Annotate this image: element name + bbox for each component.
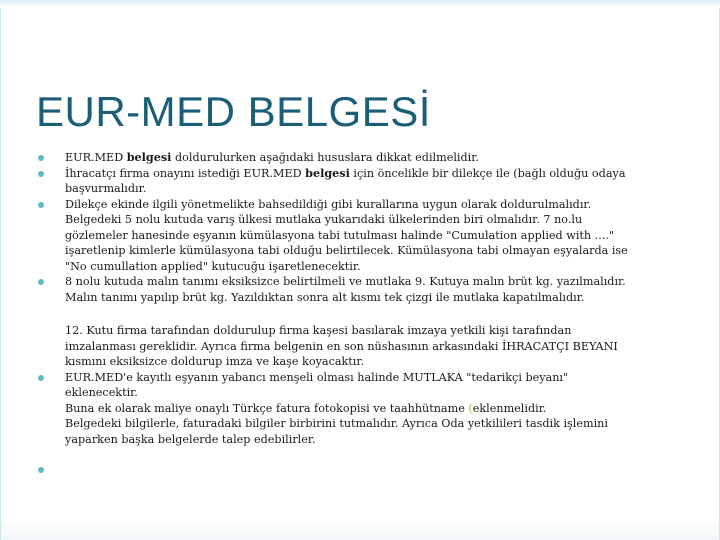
bullet-text: gözlemeler hanesinde eşyanın kümülasyona tabi tutulması halinde "Cumulation applied with ....": [65, 228, 615, 242]
bullet-icon: [38, 171, 44, 177]
bullet-icon: [38, 279, 44, 285]
bullet-item: [38, 197, 674, 275]
bullet-icon: [38, 155, 44, 161]
bullet-text: 8 nolu kutuda malın tanımı eksiksizce belirtilmeli ve mutlaka 9. Kutuya malın brüt kg. yazılmalıdır.: [65, 275, 626, 288]
bullet-item: [38, 150, 674, 166]
bullet-text: Belgedeki 5 nolu kutuda varış ülkesi mutlaka yukarıdaki ülkelerinden biri olmalıdır. 7 no.lu: [65, 213, 583, 226]
bullet-text: İhracatçı firma onayını istediği EUR.MED belgesi için öncelikle bir dilekçe ile (bağlı olduğu odaya: [65, 165, 626, 180]
top-rule: [0, 0, 720, 8]
bullet-icon: [38, 375, 44, 381]
bullet-text: Malın tanımı yapılıp brüt kg. Yazıldıktan sonra alt kısmı tek çizgi ile mutlaka kapatılmalıdır.: [65, 290, 585, 304]
bullet-text: kısmını eksiksizce doldurup imza ve kaşe koyacaktır.: [65, 355, 365, 368]
bullet-text: imzalanması gereklidir. Ayrıca firma belgenin en son nüshasının arkasındaki İHRACATÇI BEYANI: [65, 339, 618, 353]
bullet-text: yaparken başka belgelerde talep edebilirler.: [65, 432, 316, 446]
bullet-item: [38, 274, 674, 370]
bullet-item: [38, 370, 674, 448]
bullet-list: [38, 150, 674, 478]
bullet-text: "No cumullation applied" kutucuğu işaretlenecektir.: [65, 259, 361, 273]
bullet-text: 12. Kutu firma tarafından doldurulup firma kaşesi basılarak imzaya yetkili kişi tarafından: [65, 324, 572, 337]
bullet-icon: [38, 467, 44, 473]
bullet-item: [38, 166, 674, 197]
slide-title: EUR-MED BELGESİ: [36, 88, 431, 135]
bullet-text: eklenecektir.: [65, 386, 138, 399]
bullet-text: Belgedeki bilgilerle, faturadaki bilgiler birbirini tutmalıdır. Ayrıca Oda yetkilileri tasdik işlemini: [65, 417, 608, 430]
bullet-text: EUR.MED'e kayıtlı eşyanın yabancı menşeli olması halinde MUTLAKA "tedarikçi beyanı": [65, 370, 569, 384]
bullet-icon: [38, 202, 44, 208]
bullet-text: Dilekçe ekinde ilgili yönetmelikte bahsedildiği gibi kurallarına uygun olarak doldurulmalıdır.: [65, 197, 592, 211]
bullet-item-empty: [38, 462, 674, 478]
bullet-text: EUR.MED belgesi doldurulurken aşağıdaki hususlara dikkat edilmelidir.: [65, 150, 479, 164]
bullet-text: başvurmalıdır.: [65, 182, 147, 195]
bullet-text: Buna ek olarak maliye onaylı Türkçe fatura fotokopisi ve taahhütname (eklenmelidir.: [65, 401, 547, 415]
bullet-text: işaretlenip kimlerle kümülasyona tabi olduğu belirtilecek. Kümülasyona tabi olmayan eşyalarda ise: [65, 244, 628, 257]
